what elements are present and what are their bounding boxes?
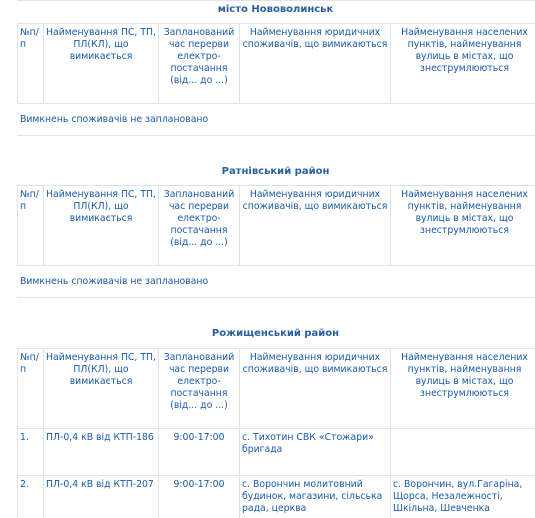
schedule-table-ratne [17, 185, 535, 266]
header-line: Найменування ПС, ТП, ПЛ(КЛ), що вимикається [44, 186, 159, 266]
schedule-table-rozhyshche [17, 348, 535, 518]
schedule-table-novovolynsk [17, 23, 535, 104]
header-number: №п/п [18, 186, 44, 266]
header-time: Запланований час перерви електро-постачання (від... до ...) [159, 186, 240, 266]
section-title-novovolynsk: місто Нововолинськ [217, 4, 334, 15]
header-consumers: Найменування юридичних споживачів, що вимикаються [240, 186, 391, 266]
header-line: Найменування ПС, ТП, ПЛ(КЛ), що вимикається [44, 349, 159, 429]
header-consumers: Найменування юридичних споживачів, що вимикаються [240, 349, 391, 429]
section-title-rozhyshche: Рожищенський район [211, 328, 340, 339]
row-line: ПЛ-0,4 кВ від КТП-207 [44, 476, 159, 518]
row-consumers: с. Ворончин молитовний будинок, магазини, сільська рада, церква [240, 476, 391, 518]
row-time: 9:00-17:00 [159, 429, 240, 476]
header-time: Запланований час перерви електро-постачання (від... до ...) [159, 349, 240, 429]
row-number: 1. [18, 429, 44, 476]
row-line: ПЛ-0,4 кВ від КТП-186 [44, 429, 159, 476]
row-number: 2. [18, 476, 44, 518]
no-outages-note: Вимкнень споживачів не заплановано [20, 114, 209, 125]
divider [17, 0, 535, 1]
row-streets: с. Ворончин, вул.Гагаріна, Щорса, Незалежності, Шкільна, Шевченка [391, 476, 535, 518]
table-row [18, 476, 535, 518]
table-header-row [18, 24, 535, 104]
row-streets [391, 429, 535, 476]
table-header-row [18, 349, 535, 429]
divider [17, 297, 535, 298]
header-time: Запланований час перерви електро-постачання (від... до ...) [159, 24, 240, 104]
header-number: №п/п [18, 349, 44, 429]
table-header-row [18, 186, 535, 266]
table-row [18, 429, 535, 476]
header-number: №п/п [18, 24, 44, 104]
section-title-ratne: Ратнівський район [221, 166, 330, 177]
header-streets: Найменування населених пунктів, найменування вулиць в містах, що знеструмлюються [391, 186, 535, 266]
row-time: 9:00-17:00 [159, 476, 240, 518]
header-consumers: Найменування юридичних споживачів, що вимикаються [240, 24, 391, 104]
no-outages-note: Вимкнень споживачів не заплановано [20, 276, 209, 287]
header-line: Найменування ПС, ТП, ПЛ(КЛ), що вимикається [44, 24, 159, 104]
divider [17, 135, 535, 136]
header-streets: Найменування населених пунктів, найменування вулиць в містах, що знеструмлюються [391, 349, 535, 429]
row-consumers: с. Тихотин СВК «Стожари» бригада [240, 429, 391, 476]
header-streets: Найменування населених пунктів, найменування вулиць в містах, що знеструмлюються [391, 24, 535, 104]
